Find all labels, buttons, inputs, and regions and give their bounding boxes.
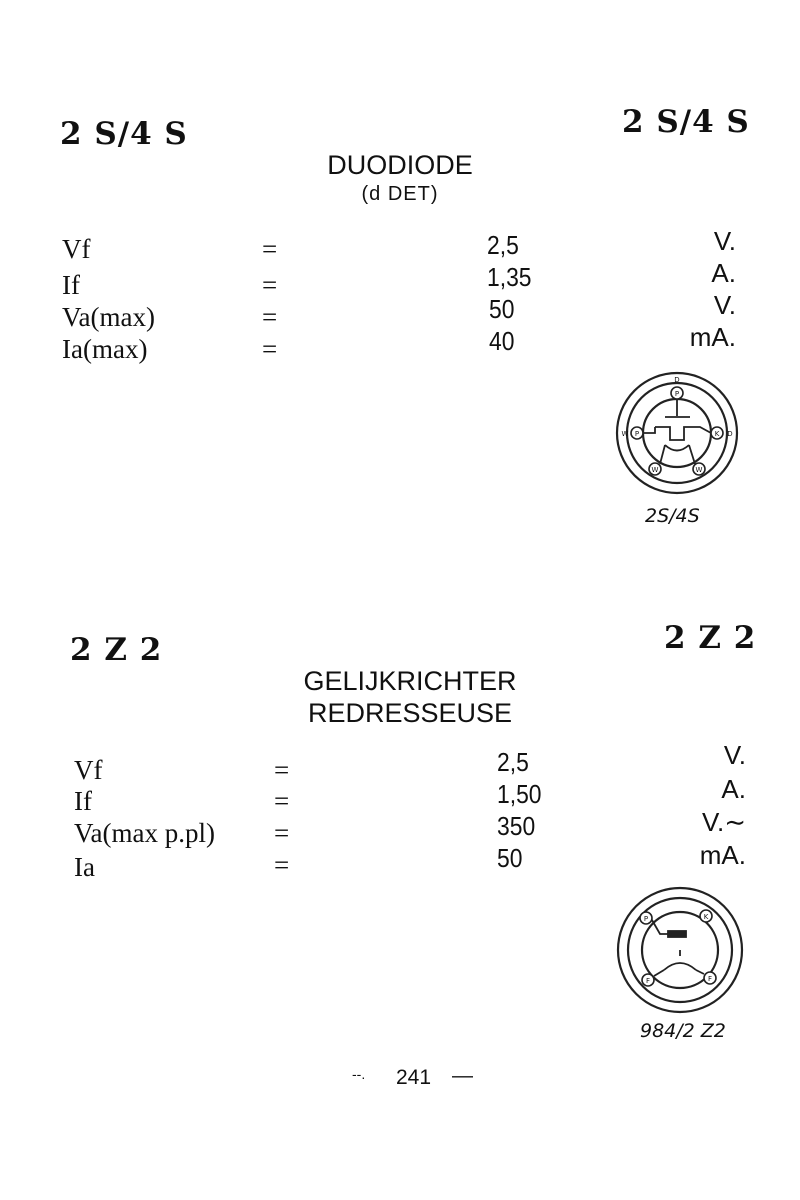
tube-base-diagram [612, 884, 752, 1014]
spec-equals: = [262, 234, 278, 264]
pin-label: K [703, 913, 709, 921]
spec-value: 1,35 [487, 262, 532, 292]
spec-label: If [74, 786, 92, 816]
spec-equals: = [262, 270, 278, 300]
page-number-decoration-left: --. [352, 1066, 366, 1082]
pin-label: P [643, 915, 649, 923]
tube-function-title: DUODIODE [327, 150, 473, 180]
spec-value: 2,5 [487, 230, 519, 260]
pin-label: F [707, 975, 713, 983]
spec-equals: = [262, 334, 278, 364]
spec-value: 50 [497, 843, 523, 873]
pin-label: F [645, 977, 651, 985]
spec-label: Ia(max) [62, 334, 148, 364]
spec-unit: mA. [699, 840, 746, 870]
spec-equals: = [274, 755, 290, 785]
pin-label: K [714, 430, 720, 438]
spec-value: 1,50 [497, 779, 542, 809]
spec-unit: V. [713, 226, 736, 256]
tube-function-subtitle: REDRESSEUSE [307, 698, 513, 728]
spec-label: If [62, 270, 80, 300]
pin-label: P [674, 390, 680, 398]
spec-value: 350 [497, 811, 536, 841]
spec-unit: A. [711, 258, 736, 288]
spec-unit: V. [713, 290, 736, 320]
spec-label: Vf [62, 234, 91, 264]
tube-type-right: 2 Z 2 [664, 620, 757, 656]
page-number: 241 [396, 1066, 432, 1089]
diagram-caption: 2S/4S [645, 505, 700, 527]
spec-unit: A. [721, 774, 746, 804]
diagram-caption: 984/2 Z2 [640, 1020, 726, 1042]
spec-value: 50 [489, 294, 515, 324]
spec-label: Vf [74, 755, 103, 785]
spec-label: Va(max p.pl) [74, 818, 215, 848]
tube-type-right: 2 S/4 S [622, 104, 750, 140]
spec-unit: mA. [689, 322, 736, 352]
tube-base-diagram [610, 370, 750, 500]
spec-unit: V.∼ [702, 807, 746, 837]
pin-label: D [674, 376, 680, 384]
pin-label: W [651, 466, 659, 474]
spec-equals: = [262, 302, 278, 332]
tube-function-title: GELIJKRICHTER [303, 666, 517, 696]
pin-label: W [695, 466, 703, 474]
spec-equals: = [274, 818, 290, 848]
spec-label: Va(max) [62, 302, 155, 332]
spec-value: 2,5 [497, 747, 529, 777]
tube-type-left: 2 Z 2 [70, 632, 163, 668]
spec-unit: V. [723, 740, 746, 770]
spec-value: 40 [489, 326, 515, 356]
spec-equals: = [274, 850, 290, 880]
spec-label: Ia [74, 852, 95, 882]
pin-label: D [727, 430, 733, 438]
pin-label: P [634, 430, 640, 438]
spec-equals: = [274, 786, 290, 816]
page-number-decoration-right: — [452, 1064, 473, 1087]
pin-label: W [621, 430, 629, 438]
tube-type-left: 2 S/4 S [60, 116, 188, 152]
tube-function-subtitle: (d DET) [361, 183, 439, 205]
